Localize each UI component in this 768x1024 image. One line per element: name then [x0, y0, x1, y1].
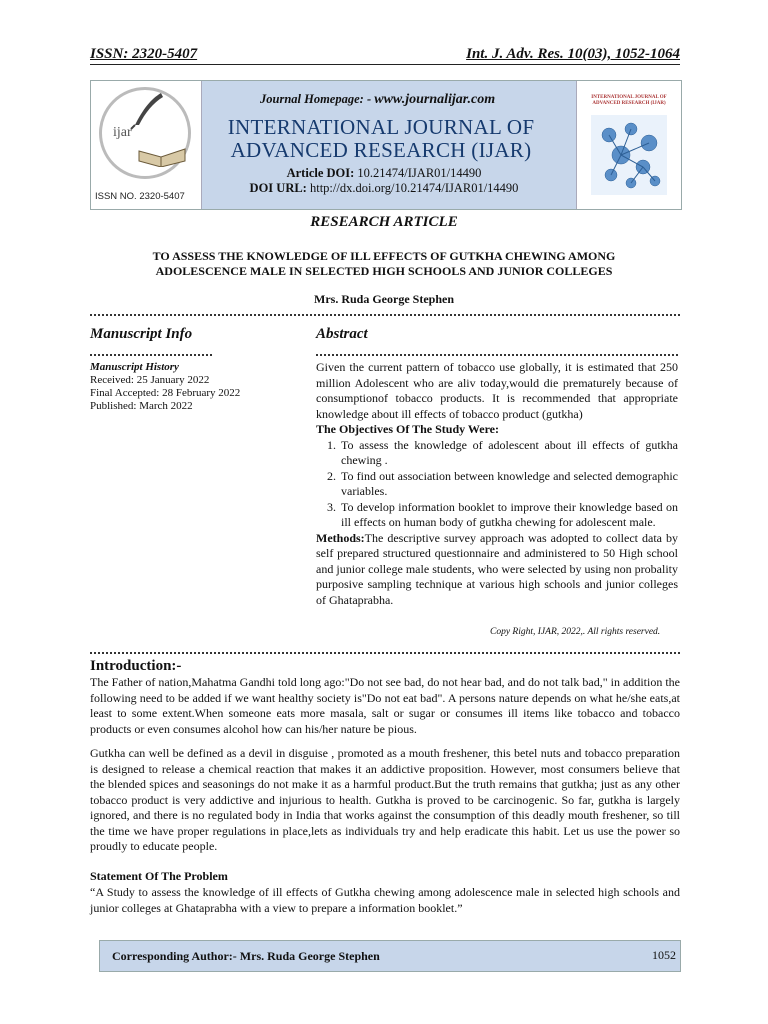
doi-url-label: DOI URL: — [249, 181, 307, 195]
intro-paragraph-1 — [90, 675, 680, 737]
doi-url-link[interactable]: http://dx.doi.org/10.21474/IJAR01/14490 — [309, 181, 519, 195]
objectives-heading: The Objectives Of The Study Were: — [316, 422, 499, 436]
list-item: 3. To develop information booklet to improve their knowledge based on ill effects on human body of gutkha chewing for adolescent male. — [339, 500, 678, 531]
doi-label: Article DOI: — [286, 166, 355, 180]
dotted-divider — [90, 304, 680, 316]
homepage-label: Journal Homepage: - — [260, 92, 375, 106]
received-date: Received: 25 January 2022 — [90, 374, 210, 386]
abstract-intro: Given the current pattern of tobacco use globally, it is estimated that 250 million Adolescent who are aliv today,would die prematurely because of consumptionof tobacco products. It is recommended that appropriate knowledge about ill effects of tobacco product (gutkha) — [316, 360, 678, 421]
journal-logo — [91, 81, 202, 209]
doi-block — [214, 166, 554, 196]
homepage-link[interactable]: www.journalijar.com — [374, 92, 496, 107]
methods-text: The descriptive survey approach was adopted to collect data by self prepared structured questionnaire and administered to 50 High school and junior college male students, who were selected by using non probality purposive sampling technique at various high schools and junior colleges of Ghataprabha. — [316, 530, 678, 607]
paragraph-text: Gutkha can well be defined as a devil in disguise , promoted as a mouth freshener, this betel nuts and tobacco preparation is designed to release a chemical reaction that makes it an addictive proposition. However, most consumers believe that the blended spices and seasonings do not make it as a harmful product.But the truth remains that gutkha; just as any other tobacco product is very addictive and injurious to health. Gutkha is proved to be carcinogenic. So far, gutkha is largely ignored, and there is no regulated body in India that works against the consumption of this deadly mouth freshener, so till the time we have proper regulations in place,lets as individuals try and help eradicate this habit. Let us use the power so proudly to educate people. — [90, 746, 680, 853]
list-item: 2. To find out association between knowledge and selected demographic variables. — [339, 469, 678, 500]
book-icon — [137, 141, 187, 167]
corresponding-author: Corresponding Author:- Mrs. Ruda George Stephen — [112, 949, 380, 963]
copyright-notice: Copy Right, IJAR, 2022,. All rights reserved. — [490, 627, 661, 637]
statement-text: “A Study to assess the knowledge of ill effects of Gutkha chewing among adolescence male in selected high schools and junior colleges at Ghataprabha with a view to prepare a information booklet.” — [90, 885, 680, 915]
objectives-list — [316, 438, 678, 531]
page-number: 1052 — [652, 948, 676, 962]
journal-cover-image — [576, 81, 681, 209]
manuscript-info-heading: Manuscript Info — [90, 326, 193, 342]
published-date: Published: March 2022 — [90, 400, 193, 412]
cover-title: INTERNATIONAL JOURNAL OF ADVANCED RESEARCH (IJAR) — [591, 95, 667, 106]
abstract-heading: Abstract — [316, 326, 368, 342]
header-rule — [90, 64, 680, 65]
doi-value: 10.21474/IJAR01/14490 — [357, 166, 482, 180]
corresponding-author-bar — [99, 940, 681, 972]
dotted-divider — [90, 642, 680, 654]
article-type: RESEARCH ARTICLE — [310, 214, 458, 230]
issn-header: ISSN: 2320-5407 — [90, 46, 198, 62]
abstract-dots — [316, 346, 678, 356]
article-author: Mrs. Ruda George Stephen — [314, 292, 454, 306]
manuscript-dots — [90, 346, 212, 356]
accepted-date: Final Accepted: 28 February 2022 — [90, 387, 241, 399]
journal-homepage — [260, 92, 495, 108]
logo-text: ijar — [113, 125, 132, 140]
logo-issn: ISSN NO. 2320-5407 — [95, 191, 185, 202]
manuscript-history — [90, 361, 290, 413]
intro-paragraph-2 — [90, 746, 680, 855]
methods-label: Methods: — [316, 530, 365, 545]
list-item: 1. To assess the knowledge of adolescent about ill effects of gutkha chewing . — [339, 438, 678, 469]
article-title: TO ASSESS THE KNOWLEDGE OF ILL EFFECTS OF GUTKHA CHEWING AMONG ADOLESCENCE MALE IN SELECTED HIGH SCHOOLS AND JUNIOR COLLEGES — [152, 249, 616, 278]
citation-header: Int. J. Adv. Res. 10(03), 1052-1064 — [466, 46, 680, 62]
journal-title: INTERNATIONAL JOURNAL OF ADVANCED RESEARCH (IJAR) — [227, 115, 535, 162]
statement-heading: Statement Of The Problem — [90, 869, 228, 883]
introduction-heading: Introduction:- — [90, 658, 182, 674]
paragraph-text: The Father of nation,Mahatma Gandhi told long ago:"Do not see bad, do not hear bad, and do not talk bad," in addition the following need to be added if we want healthy society is"Do not eat bad". A persons nature depends on what he/she eats,at least to some extent.When someone eats more masala, salt or sugar or consumes ill items like tobacco and tobacco products or even consumes alcohol how can his/her nature be pious. — [90, 675, 680, 736]
manuscript-history-label: Manuscript History — [90, 361, 179, 373]
abstract-body — [316, 360, 678, 608]
molecule-icon — [591, 115, 667, 195]
